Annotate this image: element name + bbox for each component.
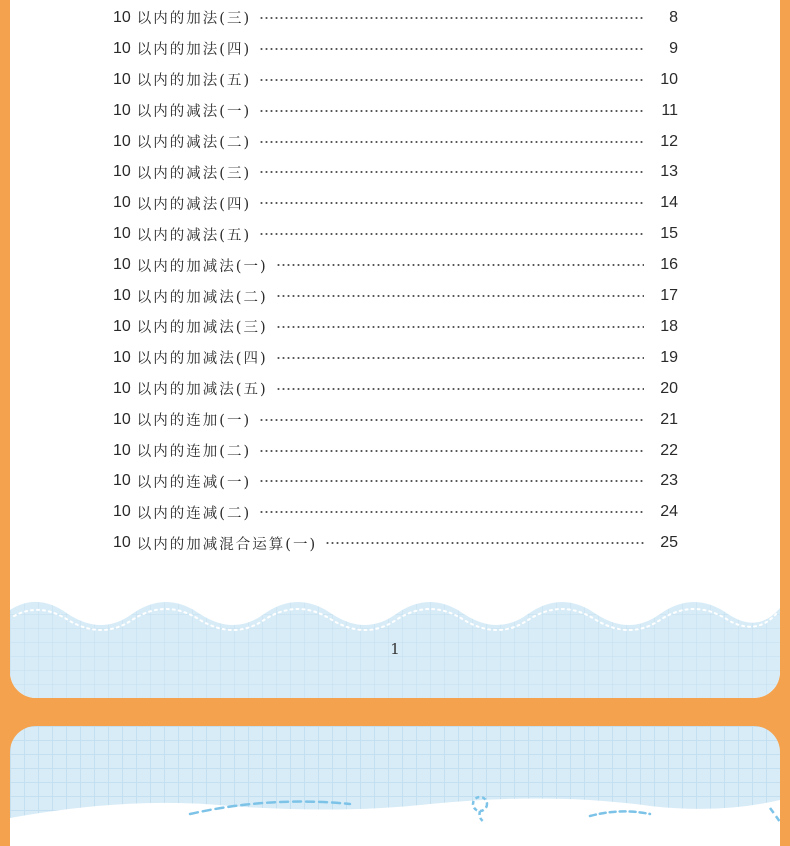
table-of-contents xyxy=(10,0,780,580)
dot-leader xyxy=(259,419,644,421)
toc-entry[interactable] xyxy=(113,408,678,432)
toc-entry-title: 以内的加减混合运算(一) xyxy=(136,536,318,553)
toc-entry[interactable] xyxy=(113,284,678,308)
dot-leader xyxy=(259,233,644,235)
toc-entry-page: 19 xyxy=(660,348,678,366)
dot-leader xyxy=(276,326,644,328)
toc-entry-page: 8 xyxy=(669,8,678,26)
toc-entry-page: 15 xyxy=(660,225,678,243)
toc-entry-title: 以内的加减法(二) xyxy=(136,289,268,306)
toc-entry-page: 14 xyxy=(660,194,678,212)
toc-entry-number: 10 xyxy=(113,225,131,243)
dot-leader xyxy=(276,357,644,359)
toc-entry[interactable] xyxy=(113,160,678,184)
toc-entry-number: 10 xyxy=(113,410,131,428)
toc-entry-page: 12 xyxy=(660,132,678,150)
toc-entry-title: 以内的减法(五) xyxy=(136,227,252,244)
toc-entry[interactable] xyxy=(113,68,678,92)
dot-leader xyxy=(259,202,644,204)
toc-entry-number: 10 xyxy=(113,379,131,397)
dot-leader xyxy=(259,171,644,173)
toc-entry-page: 22 xyxy=(660,441,678,459)
toc-entry-title: 以内的加减法(四) xyxy=(136,351,268,368)
toc-entry-title: 以内的连减(一) xyxy=(136,474,252,491)
toc-entry-number: 10 xyxy=(113,39,131,57)
dot-leader xyxy=(259,110,644,112)
toc-entry-number: 10 xyxy=(113,194,131,212)
toc-entry[interactable] xyxy=(113,346,678,370)
toc-entry-number: 10 xyxy=(113,534,131,552)
toc-entry-number: 10 xyxy=(113,317,131,335)
toc-entry-page: 10 xyxy=(660,70,678,88)
dot-leader xyxy=(259,141,644,143)
toc-entry-title: 以内的加法(五) xyxy=(136,73,252,90)
toc-entry-number: 10 xyxy=(113,441,131,459)
dot-leader xyxy=(276,295,644,297)
scalloped-footer xyxy=(10,600,780,698)
toc-entry[interactable] xyxy=(113,6,678,30)
next-page-decoration xyxy=(10,726,780,846)
toc-entry-title: 以内的加法(四) xyxy=(136,42,252,59)
toc-entry-title: 以内的加法(三) xyxy=(136,11,252,28)
toc-entry-title: 以内的减法(一) xyxy=(136,104,252,121)
toc-entry-title: 以内的连加(二) xyxy=(136,444,252,460)
toc-entry[interactable] xyxy=(113,130,678,154)
toc-entry-number: 10 xyxy=(113,70,131,88)
dot-leader xyxy=(276,264,644,266)
dot-leader xyxy=(259,79,644,81)
next-page-preview xyxy=(10,726,780,846)
toc-entry-page: 23 xyxy=(660,472,678,490)
toc-entry-page: 18 xyxy=(660,317,678,335)
toc-entry-number: 10 xyxy=(113,132,131,150)
dot-leader xyxy=(259,511,644,513)
toc-entry-page: 9 xyxy=(669,39,678,57)
toc-entry[interactable] xyxy=(113,253,678,277)
toc-entry-page: 17 xyxy=(660,287,678,304)
toc-entry-title: 以内的减法(二) xyxy=(136,135,252,151)
dot-leader xyxy=(259,17,644,19)
toc-entry-page: 16 xyxy=(660,256,678,274)
toc-entry[interactable] xyxy=(113,531,678,555)
dot-leader xyxy=(276,388,644,390)
dot-leader xyxy=(325,542,644,544)
toc-entry-title: 以内的连加(一) xyxy=(136,413,252,430)
toc-entry-page: 24 xyxy=(660,503,678,521)
toc-entry[interactable] xyxy=(113,99,678,123)
toc-entry-title: 以内的加减法(一) xyxy=(136,258,268,275)
toc-entry-number: 10 xyxy=(113,503,131,521)
toc-entry-number: 10 xyxy=(113,163,131,181)
toc-entry[interactable] xyxy=(113,37,678,61)
toc-entry-page: 13 xyxy=(660,163,678,181)
toc-entry-number: 10 xyxy=(113,472,131,490)
page-number: 1 xyxy=(390,640,400,658)
toc-entry[interactable] xyxy=(113,315,678,339)
toc-entry-number: 10 xyxy=(113,348,131,366)
toc-entry-number: 10 xyxy=(113,8,131,26)
toc-entry-number: 10 xyxy=(113,256,131,274)
toc-entry-title: 以内的加减法(三) xyxy=(136,320,268,337)
toc-entry[interactable] xyxy=(113,377,678,401)
toc-entry-page: 21 xyxy=(660,410,678,428)
toc-page xyxy=(10,0,780,698)
toc-entry-title: 以内的加减法(五) xyxy=(136,382,268,399)
toc-entry-title: 以内的连减(二) xyxy=(136,505,252,522)
dot-leader xyxy=(259,480,644,482)
toc-entry[interactable] xyxy=(113,500,678,524)
toc-entry[interactable] xyxy=(113,469,678,493)
toc-entry[interactable] xyxy=(113,191,678,215)
dot-leader xyxy=(259,48,644,50)
toc-entry-page: 11 xyxy=(661,101,678,119)
toc-entry-page: 25 xyxy=(660,534,678,552)
dot-leader xyxy=(259,450,644,452)
toc-entry-title: 以内的减法(四) xyxy=(136,196,252,213)
toc-entry-title: 以内的减法(三) xyxy=(136,165,252,182)
toc-entry-page: 20 xyxy=(660,379,678,397)
toc-entry[interactable] xyxy=(113,439,678,463)
toc-entry-number: 10 xyxy=(113,101,131,119)
toc-entry-number: 10 xyxy=(113,287,131,304)
toc-entry[interactable] xyxy=(113,222,678,246)
